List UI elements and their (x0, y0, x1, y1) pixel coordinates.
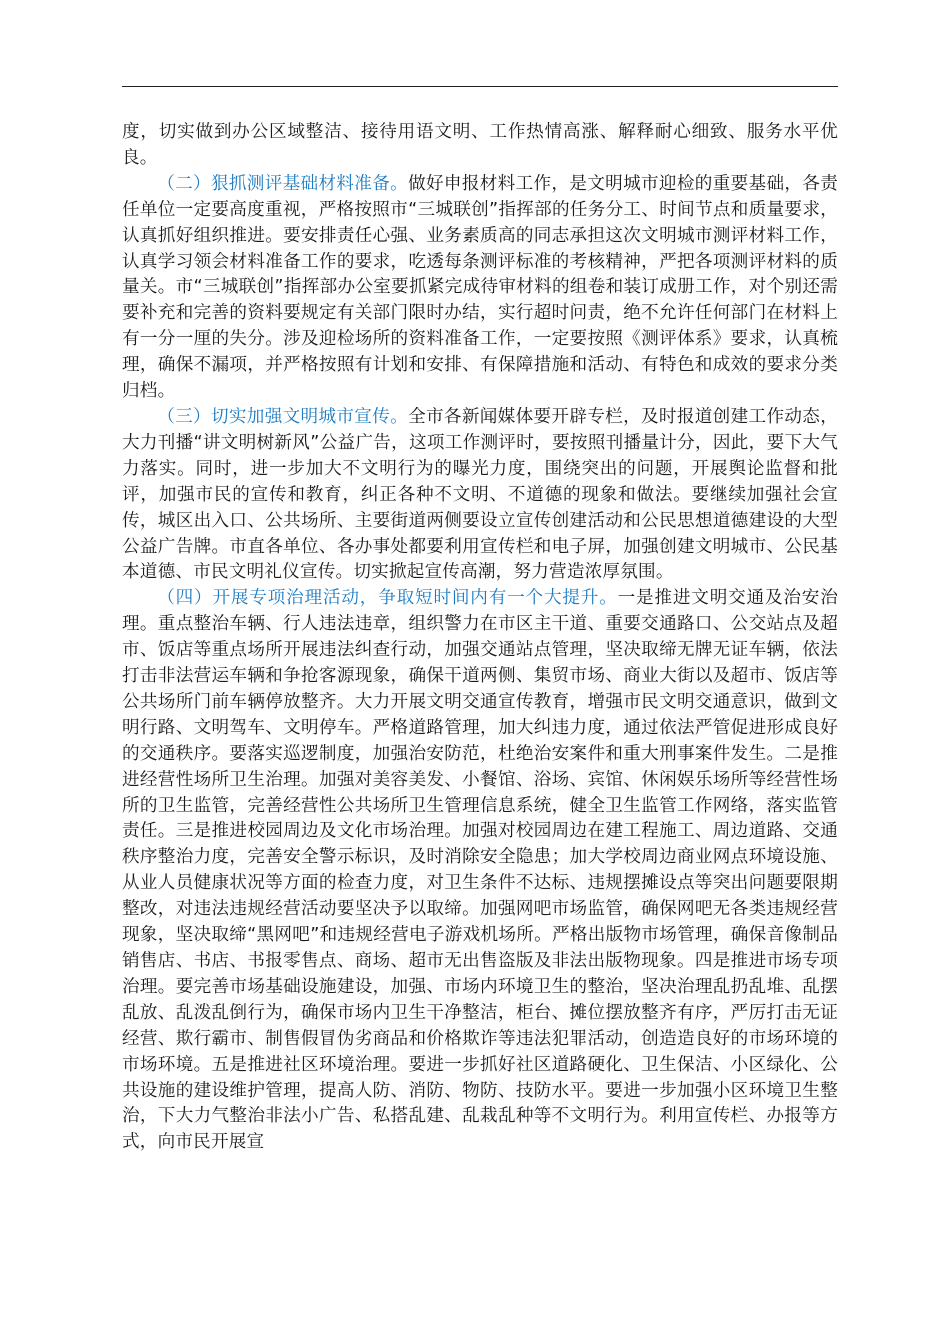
paragraph-section-2 (122, 172, 838, 405)
paragraph-text: 度，切实做到办公区域整洁、接待用语文明、工作热情高涨、解释耐心细致、服务水平优良。 (122, 122, 838, 168)
paragraph-text: 一是推进文明交通及治安治理。重点整治车辆、行人违法违章，组织警力在市区主干道、重要交通路口、公交站点及超市、饭店等重点场所开展违法纠查行动，加强交通站点管理，坚决取缔无牌无证车辆，依法打击非法营运车辆和争抢客源现象，确保干道两侧、集贸市场、商业大街以及超市、饭店等公共场所门前车辆停放整齐。大力开展文明交通宣传教育，增强市民文明交通意识，做到文明行路、文明驾车、文明停车。严格道路管理，加大纠违力度，通过依法严管促进形成良好的交通秩序。要落实巡逻制度，加强治安防范，杜绝治安案件和重大刑事案件发生。二是推进经营性场所卫生治理。加强对美容美发、小餐馆、浴场、宾馆、休闲娱乐场所等经营性场所的卫生监管，完善经营性公共场所卫生管理信息系统，健全卫生监管工作网络，落实监管责任。三是推进校园周边及文化市场治理。加强对校园周边在建工程施工、周边道路、交通秩序整治力度，完善安全警示标识，及时消除安全隐患；加大学校周边商业网点环境设施、从业人员健康状况等方面的检查力度，对卫生条件不达标、违规摆摊设点等突出问题要限期整改，对违法违规经营活动要坚决予以取缔。加强网吧市场监管，确保网吧无各类违规经营现象，坚决取缔“黑网吧”和违规经营电子游戏机场所。严格出版物市场管理，确保音像制品销售店、书店、书报零售点、商场、超市无出售盗版及非法出版物现象。四是推进市场专项治理。要完善市场基础设施建设，加强、市场内环境卫生的整治，坚决治理乱扔乱堆、乱摆乱放、乱泼乱倒行为，确保市场内卫生干净整洁，柜台、摊位摆放整齐有序，严厉打击无证经营、欺行霸市、制售假冒伪劣商品和价格欺诈等违法犯罪活动，创造造良好的市场环境的市场环境。五是推进社区环境治理。要进一步抓好社区道路硬化、卫生保洁、小区绿化、公共设施的建设维护管理，提高人防、消防、物防、技防水平。要进一步加强小区环境卫生整治，下大力气整治非法小广告、私搭乱建、乱栽乱种等不文明行为。利用宣传栏、办报等方式，向市民开展宣 (122, 588, 838, 1153)
header-rule (122, 86, 838, 87)
paragraph-text: 做好申报材料工作，是文明城市迎检的重要基础，各责任单位一定要高度重视，严格按照市“三城联创”指挥部的任务分工、时间节点和质量要求，认真抓好组织推进。要安排责任心强、业务素质高的同志承担这次文明城市测评材料工作，认真学习领会材料准备工作的要求，吃透每条测评标准的考核精神，严把各项测评材料的质量关。市“三城联创”指挥部办公室要抓紧完成待审材料的组卷和装订成册工作，对个别还需要补充和完善的资料要规定有关部门限时办结，实行超时问责，绝不允许任何部门在材料上有一分一厘的失分。涉及迎检场所的资料准备工作，一定要按照《测评体系》要求，认真梳理，确保不漏项，并严格按照有计划和安排、有保障措施和活动、有特色和成效的要求分类归档。 (122, 173, 838, 402)
paragraph-section-4 (122, 586, 838, 1156)
paragraph-continuation (122, 120, 838, 172)
section-heading: （三）切实加强文明城市宣传。 (157, 406, 409, 427)
document-body (122, 120, 838, 1156)
section-heading: （二）狠抓测评基础材料准备。 (157, 173, 409, 194)
section-heading: （四）开展专项治理活动，争取短时间内有一个大提升。 (157, 588, 618, 609)
paragraph-text: 全市各新闻媒体要开辟专栏，及时报道创建工作动态，大力刊播“讲文明树新风”公益广告，这项工作测评时，要按照刊播量计分，因此，要下大气力落实。同时，进一步加大不文明行为的曝光力度，围绕突出的问题，开展舆论监督和批评，加强市民的宣传和教育，纠正各种不文明、不道德的现象和做法。要继续加强社会宣传，城区出入口、公共场所、主要街道两侧要设立宣传创建活动和公民思想道德建设的大型公益广告牌。市直各单位、各办事处都要利用宣传栏和电子屏，加强创建文明城市、公民基本道德、市民文明礼仪宣传。切实掀起宣传高潮，努力营造浓厚氛围。 (122, 406, 838, 583)
paragraph-section-3 (122, 405, 838, 586)
